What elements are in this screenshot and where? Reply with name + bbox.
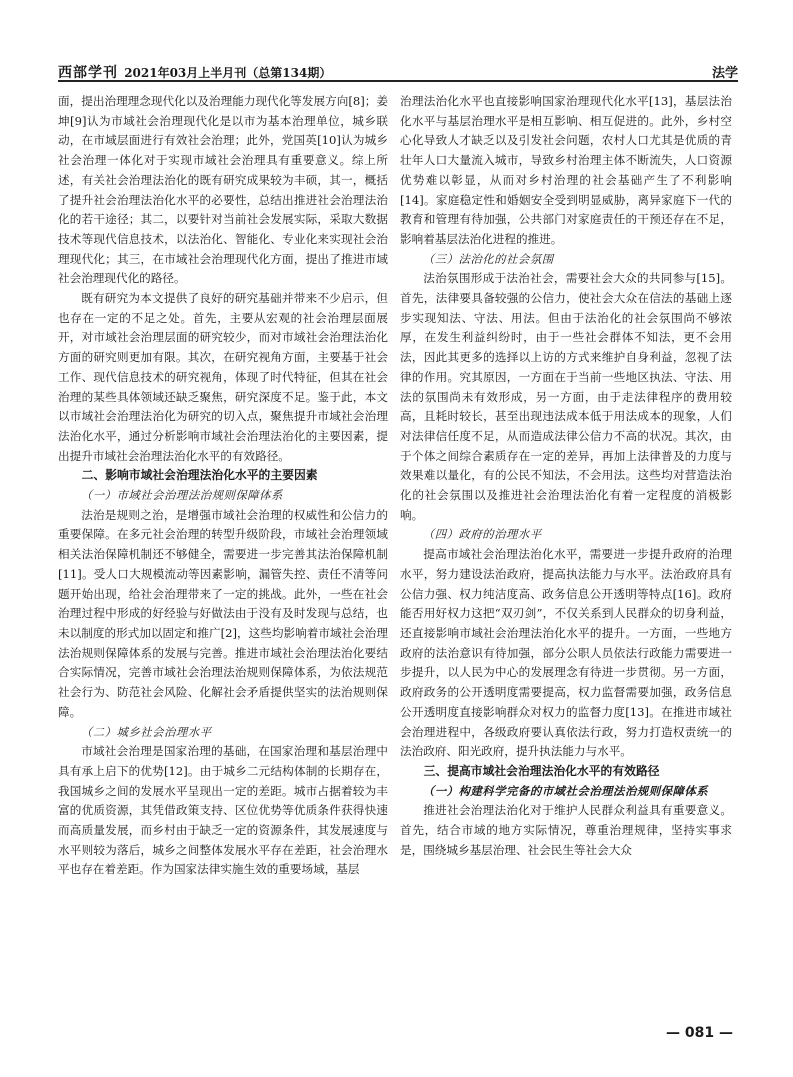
paragraph: 市域社会治理是国家治理的基础，在国家治理和基层治理中具有承上启下的优势[12]。由于城乡二元结构体制的长期存在，我国城乡之间的发展水平呈现出一定的差距。城市占据着较为丰富的优质资源，其凭借政策支持、区位优势等优质条件获得快速而高质量发展，而乡村由于缺乏一定的资源条件，其发展速度与水平则较为落后，城乡之间整体发展水平存在差距，社会治理水平也存在着差距。作为国家法律实施生效的重要场域，基层	[58, 744, 388, 877]
subsection-heading: （一）构建科学完备的市域社会治理法治规则保障体系	[422, 783, 709, 798]
journal-issue-line	[58, 62, 331, 82]
subsection-heading: （二）城乡社会治理水平	[80, 724, 212, 739]
journal-name: 西部学刊	[58, 65, 118, 81]
section-heading: 二、影响市域社会治理法治化水平的主要因素	[81, 468, 318, 483]
paragraph: 法治是规则之治，是增强市域社会治理的权威性和公信力的重要保障。在多元社会治理的转型升级阶段，市域社会治理领域相关法治保障机制还不够健全，需要进一步完善其法治保障机制[11]。受人口大规模流动等因素影响，漏管失控、责任不清等问题开始出现，给社会治理带来了一定的挑战。此外，一些在社会治理过程中形成的好经验与好做法由于没有及时发现与总结，也未以制度的形式加以固定和推广[2]，这些均影响着市域社会治理法治规则保障体系的发展与完善。推进市域社会治理法治化要结合实际情况，完善市域社会治理法治规则保障体系，为依法规范社会行为、防范社会风险、化解社会矛盾提供坚实的法治规则保障。	[58, 507, 388, 719]
right-column	[400, 92, 732, 1017]
section-heading: 三、提高市域社会治理法治化水平的有效路径	[423, 763, 660, 778]
issue-info: 2021年03月上半月刊（总第134期）	[124, 66, 332, 80]
subsection-heading: （一）市域社会治理法治规则保障体系	[80, 488, 283, 503]
page-header	[58, 58, 738, 82]
paragraph: 面，提出治理理念现代化以及治理能力现代化等发展方向[8]；姜坤[9]认为市域社会治理现代化是以市为基本治理单位，城乡联动，在市域层面进行有效社会治理；此外，党国英[10]认为城乡社会治理一体化对于实现市域社会治理具有重要意义。综上所述，有关社会治理法治化的既有研究成果较为丰硕，其一，概括了提升社会治理法治化水平的必要性，总结出推进社会治理法治化的若干途径；其二，以要针对当前社会发展实际，采取大数据技术等现代信息技术，以法治化、智能化、专业化来实现社会治理现代化；其三，在市域社会治理现代化方面，提出了推进市域社会治理现代化的路径。	[58, 94, 388, 286]
paragraph: 法治氛围形成于法治社会，需要社会大众的共同参与[15]。首先，法律要具备较强的公信力，使社会大众在信法的基础上逐步实现知法、守法、用法。但由于法治化的社会氛围尚不够浓厚，在发生利益纠纷时，由于一些社会群体不知法，更不会用法，因此其更多的选择以上访的方式来维护自身利益，忽视了法律的作用。究其原因，一方面在于当前一些地区执法、守法、用法的氛围尚未有效形成，另一方面，由于走法律程序的费用较高，且耗时较长，甚至出现违法成本低于用法成本的现象，人们对法律信任度不足，从而造成法律公信力不高的状况。其次，由于个体之间综合素质存在一定的差异，再加上法律普及的力度与效果难以量化，有的公民不知法，不会用法。这些均对营造法治化的社会氛围以及推进社会治理法治化有着一定程度的消极影响。	[400, 271, 732, 522]
page-number: — 081 —	[666, 1025, 733, 1041]
paragraph: 推进社会治理法治化对于维护人民群众利益具有重要意义。首先，结合市域的地方实际情况，尊重治理规律，坚持实事求是，围绕城乡基层治理、社会民生等社会大众	[400, 803, 732, 857]
paragraph: 治理法治化水平也直接影响国家治理现代化水平[13]，基层法治化水平与基层治理水平是相互影响、相互促进的。此外，乡村空心化导致人才缺乏以及引发社会问题，农村人口尤其是优质的青壮年人口大量流入城市，导致乡村治理主体不断流失，人口资源优势难以彰显，从而对乡村治理的社会基础产生了不利影响[14]。家庭稳定性和婚姻安全受到明显威胁，离异家庭下一代的教育和管理有待加强，公共部门对家庭责任的干预还存在不足，影响着基层法治化进程的推进。	[400, 94, 732, 246]
header-rule	[58, 80, 738, 82]
section-label: 法学	[711, 66, 738, 81]
paragraph: 提高市域社会治理法治化水平，需要进一步提升政府的治理水平，努力建设法治政府，提高执法能力与水平。法治政府具有公信力强、权力纯洁度高、政务信息公开透明等特点[16]。政府能否用好权力这把“双刃剑”，不仅关系到人民群众的切身利益，还直接影响市域社会治理法治化水平的提升。一方面，一些地方政府的法治意识有待加强，部分公职人员依法行政能力需要进一步提升，以人民为中心的发展理念有待进一步贯彻。另一方面，政府政务的公开透明度需要提高，权力监督需要加强，政务信息公开透明度直接影响群众对权力的监督力度[13]。在推进市域社会治理进程中，各级政府要认真依法行政，努力打造权责统一的法治政府、阳光政府，提升执法能力与水平。	[400, 547, 732, 759]
paragraph: 既有研究为本文提供了良好的研究基础并带来不少启示，但也存在一定的不足之处。首先，主要从宏观的社会治理层面展开，对市域社会治理层面的研究较少，而对市域社会治理法治化方面的研究则更加有限。其次，在研究视角方面，主要基于社会工作、现代信息技术的研究视角，体现了时代特征，但其在社会治理的某些具体领域还缺乏聚焦，研究深度不足。鉴于此，本文以市域社会治理法治化为研究的切入点，聚焦提升市域社会治理法治化水平，通过分析影响市域社会治理法治化的主要因素，提出提升市域社会治理法治化水平的有效路径。	[58, 291, 388, 463]
subsection-heading: （三）法治化的社会氛围	[422, 251, 554, 266]
left-column	[58, 92, 388, 1017]
subsection-heading: （四）政府的治理水平	[422, 527, 542, 542]
